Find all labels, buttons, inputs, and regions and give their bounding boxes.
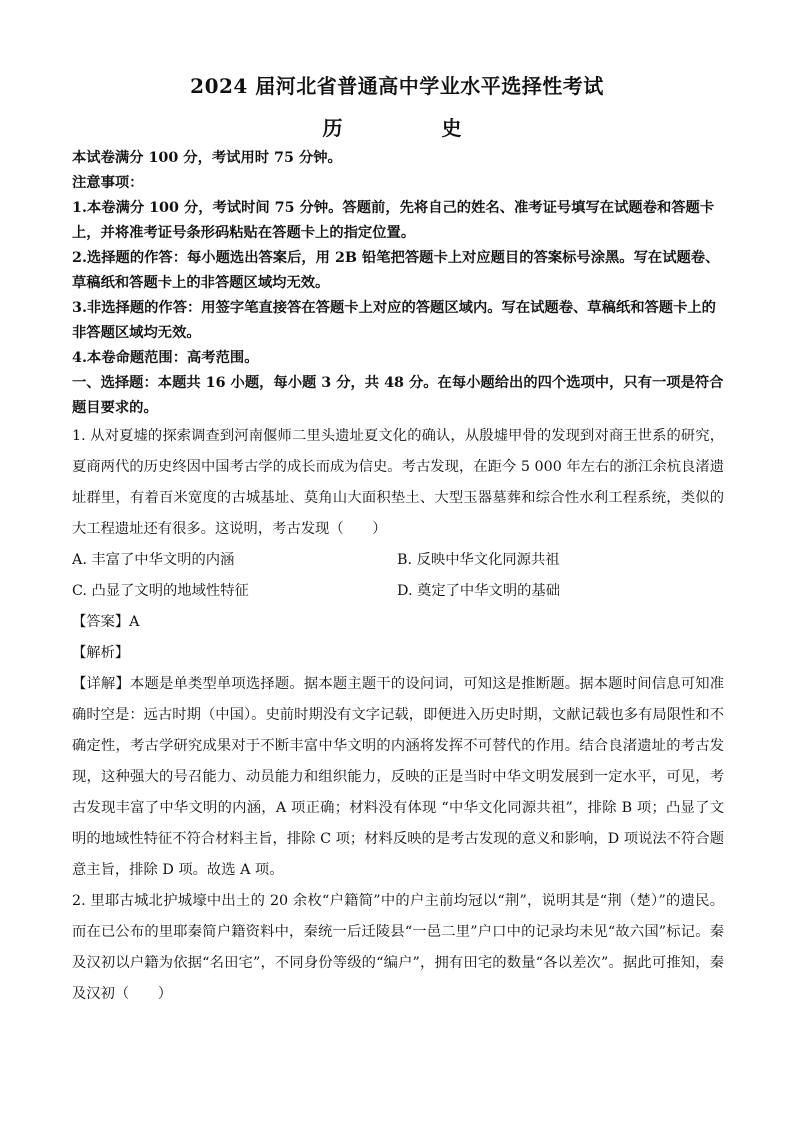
option-a: A. 丰富了中华文明的内涵 <box>72 552 235 568</box>
option-c: C. 凸显了文明的地域性特征 <box>72 583 249 599</box>
notice-item-2: 2.选择题的作答：每小题选出答案后，用 2B 铅笔把答题卡上对应题目的答案标号涂黑。写在试题卷、草稿纸和答题卡上的非答题区域均无效。 <box>72 250 720 291</box>
section-heading: 一、选择题：本题共 16 小题，每小题 3 分，共 48 分。在每小题给出的四个选项中，只有一项是符合题目要求的。 <box>72 375 724 416</box>
subject-title: 历 史 <box>322 116 492 140</box>
answer-line: 【答案】A <box>72 614 140 630</box>
exam-content <box>72 146 724 1010</box>
question-1-options-row-2 <box>72 576 724 607</box>
option-d: D. 奠定了中华文明的基础 <box>397 583 561 599</box>
detail-explanation: 【详解】本题是单类型单项选择题。据本题主题干的设问词，可知这是推断题。据本题时间信息可知准确时空是：远古时期（中国）。史前时期没有文字记载，即便进入历史时期，文献记载也多有局限性和不确定性，考古学研究成果对于不断丰富中华文明的内涵将发挥不可替代的作用。结合良渚遗址的考古发现，这种强大的号召能力、动员能力和组织能力，反映的正是当时中华文明发展到一定水平，可见，考古发现丰富了中华文明的内涵，A 项正确；材料没有体现 “中华文化同源共祖”，排除 B 项；凸显了文明的地域性特征不符合材料主旨，排除 C 项；材料反映的是考古发现的意义和影响，D 项说法不符合题意主旨，排除 D 项。故选 A 项。 <box>72 676 724 878</box>
notice-item-4: 4.本卷命题范围：高考范围。 <box>72 350 259 366</box>
option-b: B. 反映中华文化同源共祖 <box>397 552 560 568</box>
score-line: 本试卷满分 100 分，考试用时 75 分钟。 <box>72 150 342 166</box>
question-1-stem: 1. 从对夏墟的探索调查到河南偃师二里头遗址夏文化的确认，从殷墟甲骨的发现到对商王世系的研究，夏商两代的历史终因中国考古学的成长而成为信史。考古发现，在距今 5 000 年左右的浙江余杭良渚遗址群里，有着百米宽度的古城基址、莫角山大面积垫土、大型玉器墓葬和综合性水利工程系统，类似的大工程遗址还有很多。这说明，考古发现（ ） <box>72 428 724 537</box>
exam-title: 2024 届河北省普通高中学业水平选择性考试 <box>190 74 604 98</box>
notice-heading: 注意事项： <box>72 175 144 191</box>
notice-item-1: 1.本卷满分 100 分，考试时间 75 分钟。答题前，先将自己的姓名、准考证号填写在试题卷和答题卡上，并将准考证号条形码粘贴在答题卡上的指定位置。 <box>72 200 715 241</box>
question-2-stem: 2. 里耶古城北护城壕中出土的 20 余枚“户籍简”中的户主前均冠以“荆”，说明其是“荆（楚）”的遗民。而在已公布的里耶秦简户籍资料中，秦统一后迁陵县“一邑二里”户口中的记录均未见“故六国”标记。秦及汉初以户籍为依据“名田宅”，不同身份等级的“编户”，拥有田宅的数量“各以差次”。据此可推知，秦及汉初（ ） <box>72 893 724 1002</box>
question-1-options-row-1 <box>72 545 724 576</box>
notice-item-3: 3.非选择题的作答：用签字笔直接答在答题卡上对应的答题区域内。写在试题卷、草稿纸和答题卡上的非答题区域均无效。 <box>72 300 716 341</box>
analysis-label: 【解析】 <box>72 645 130 661</box>
